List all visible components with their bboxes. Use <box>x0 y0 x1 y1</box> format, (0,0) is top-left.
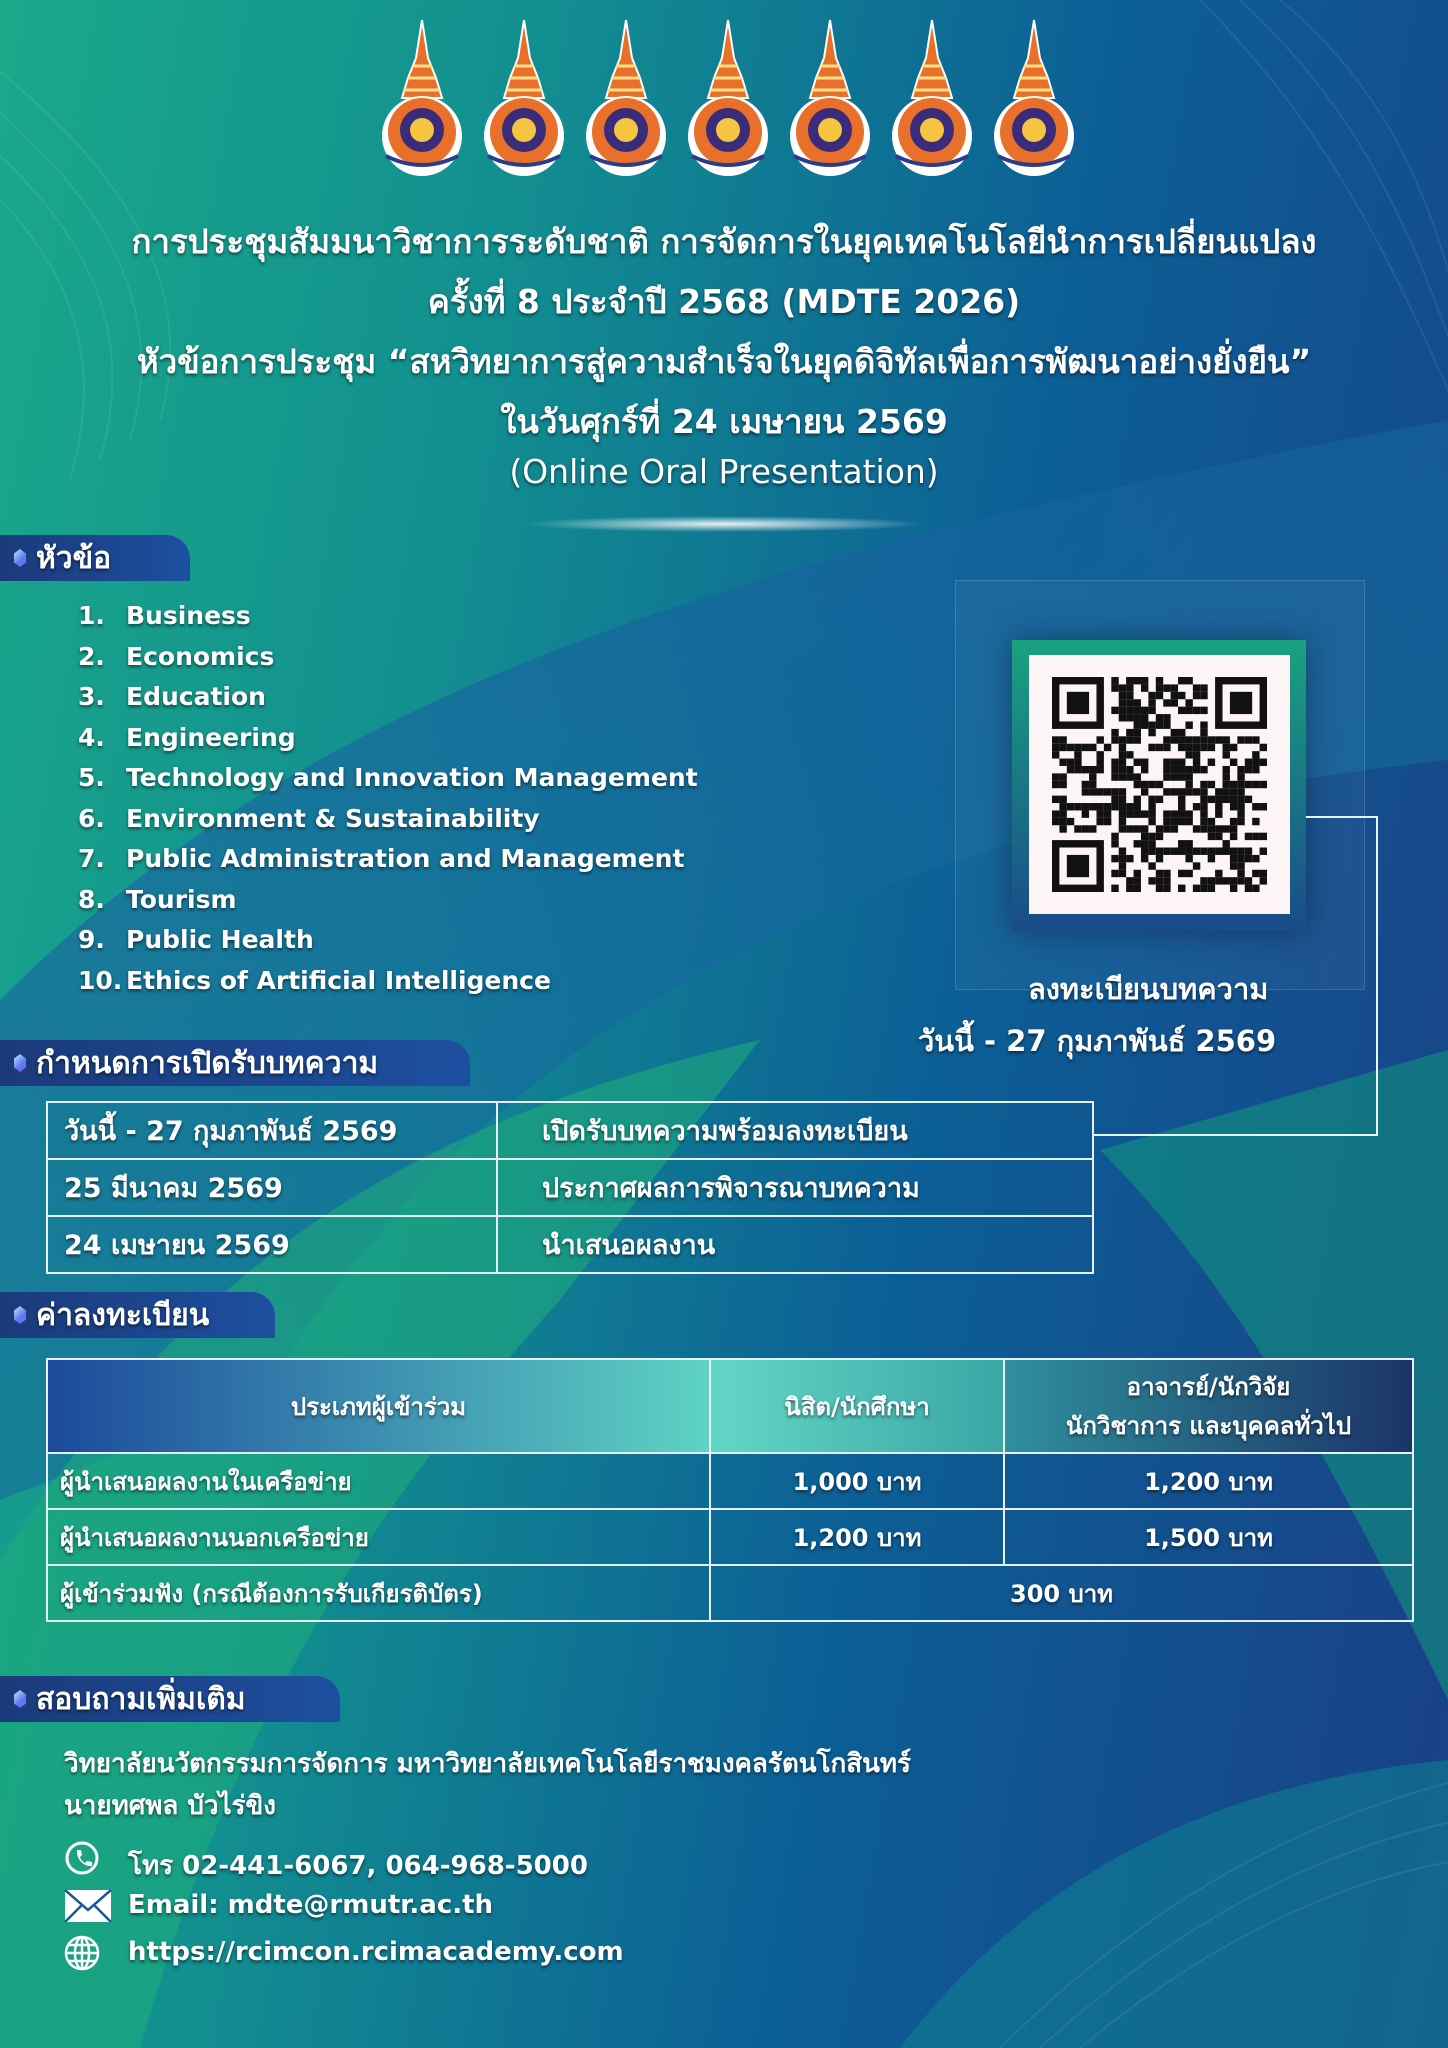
connector-line <box>1094 1134 1378 1136</box>
topic-item <box>78 799 698 840</box>
topic-number: 2. <box>78 641 105 671</box>
topic-number: 5. <box>78 763 105 792</box>
schedule-date: วันนี้ - 27 กุมภาพันธ์ 2569 <box>47 1102 497 1159</box>
topic-label: Engineering <box>126 722 296 752</box>
conference-title: การประชุมสัมมนาวิชาการระดับชาติ การจัดการในยุคเทคโนโลยีนำการเปลี่ยนแปลง <box>131 222 1317 261</box>
university-logos <box>378 18 1078 178</box>
student-fee: 1,000 บาท <box>710 1453 1004 1509</box>
contact-person: นายทศพล บัวไร่ขิง <box>64 1791 276 1821</box>
fees-heading-label: ค่าลงทะเบียน <box>36 1297 210 1333</box>
fees-heading <box>0 1292 275 1338</box>
general-header <box>1004 1359 1413 1453</box>
general-header-line1: อาจารย์/นักวิจัย <box>1126 1373 1291 1401</box>
audit-fee: 300 บาท <box>710 1565 1413 1621</box>
general-header-line2: นักวิชาการ และบุคคลทั่วไป <box>1065 1412 1352 1440</box>
phone-icon <box>64 1840 100 1876</box>
fees-table <box>46 1358 1414 1622</box>
schedule-event: ประกาศผลการพิจารณาบทความ <box>497 1159 1093 1216</box>
contact-phone[interactable]: โทร 02-441-6067, 064-968-5000 <box>128 1851 588 1881</box>
topic-item <box>78 839 698 880</box>
contact-website[interactable]: https://rcimcon.rcimacademy.com <box>128 1937 624 1967</box>
contact-heading-label: สอบถามเพิ่มเติม <box>36 1681 246 1717</box>
gem-bullet-icon <box>14 1690 26 1708</box>
participant-type-header: ประเภทผู้เข้าร่วม <box>47 1359 710 1453</box>
contact-heading <box>0 1676 340 1722</box>
contact-email[interactable]: Email: mdte@rmutr.ac.th <box>128 1890 494 1920</box>
qr-code-icon[interactable] <box>1051 677 1268 892</box>
topics-heading <box>0 535 190 581</box>
table-row <box>47 1159 1093 1216</box>
topic-label: Public Administration and Management <box>126 844 685 873</box>
topic-label: Economics <box>126 641 275 671</box>
schedule-date: 24 เมษายน 2569 <box>47 1216 497 1273</box>
conference-theme: หัวข้อการประชุม “สหวิทยาการสู่ความสำเร็จในยุคดิจิทัลเพื่อการพัฒนาอย่างยั่งยืน” <box>136 342 1312 381</box>
university-seal-icon <box>990 18 1078 178</box>
table-row <box>47 1102 1093 1159</box>
gem-bullet-icon <box>14 549 26 567</box>
gem-bullet-icon <box>14 1054 26 1072</box>
fees-header-row <box>47 1359 1413 1453</box>
topics-heading-label: หัวข้อ <box>36 540 112 576</box>
topic-item <box>78 637 698 678</box>
university-seal-icon <box>582 18 670 178</box>
conference-date: ในวันศุกร์ที่ 24 เมษายน 2569 <box>500 402 948 441</box>
email-icon <box>64 1888 112 1924</box>
conference-edition: ครั้งที่ 8 ประจำปี 2568 (MDTE 2026) <box>427 282 1021 321</box>
topic-label: Environment & Sustainability <box>126 803 540 833</box>
schedule-heading <box>0 1040 470 1086</box>
topics-list <box>78 596 698 1001</box>
topic-label: Public Health <box>126 925 314 954</box>
topic-label: Ethics of Artificial Intelligence <box>126 965 551 995</box>
topic-item <box>78 758 698 799</box>
university-seal-icon <box>684 18 772 178</box>
topic-number: 4. <box>78 722 105 752</box>
topic-item <box>78 920 698 961</box>
university-seal-icon <box>786 18 874 178</box>
topic-item <box>78 677 698 718</box>
topic-label: Tourism <box>126 884 237 914</box>
qr-deadline: วันนี้ - 27 กุมภาพันธ์ 2569 <box>918 1024 1277 1058</box>
general-fee: 1,200 บาท <box>1004 1453 1413 1509</box>
student-header: นิสิต/นักศึกษา <box>710 1359 1004 1453</box>
topic-number: 1. <box>78 601 105 630</box>
topic-number: 7. <box>78 844 105 873</box>
globe-icon <box>64 1935 100 1971</box>
university-seal-icon <box>378 18 466 178</box>
topic-label: Business <box>126 601 251 630</box>
topic-number: 6. <box>78 803 105 833</box>
schedule-date: 25 มีนาคม 2569 <box>47 1159 497 1216</box>
student-fee: 1,200 บาท <box>710 1509 1004 1565</box>
schedule-event: เปิดรับบทความพร้อมลงทะเบียน <box>497 1102 1093 1159</box>
topic-number: 9. <box>78 925 105 954</box>
topic-number: 8. <box>78 884 105 914</box>
schedule-heading-label: กำหนดการเปิดรับบทความ <box>36 1045 379 1081</box>
registration-qr-code[interactable] <box>1012 640 1306 931</box>
participant-type: ผู้นำเสนอผลงานในเครือข่าย <box>47 1453 710 1509</box>
connector-line <box>1306 816 1378 1136</box>
table-row <box>47 1565 1413 1621</box>
university-seal-icon <box>888 18 976 178</box>
schedule-event: นำเสนอผลงาน <box>497 1216 1093 1273</box>
qr-caption: ลงทะเบียนบทความ <box>1028 972 1269 1006</box>
topic-item <box>78 718 698 759</box>
table-row <box>47 1509 1413 1565</box>
topic-item <box>78 596 698 637</box>
contact-organization: วิทยาลัยนวัตกรรมการจัดการ มหาวิทยาลัยเทคโนโลยีราชมงคลรัตนโกสินทร์ <box>64 1749 911 1779</box>
gem-bullet-icon <box>14 1306 26 1324</box>
participant-type: ผู้นำเสนอผลงานนอกเครือข่าย <box>47 1509 710 1565</box>
university-seal-icon <box>480 18 568 178</box>
topic-number: 10. <box>78 965 123 995</box>
table-row <box>47 1453 1413 1509</box>
topic-item <box>78 961 698 1002</box>
schedule-table <box>46 1101 1094 1274</box>
topic-number: 3. <box>78 682 105 711</box>
topic-label: Technology and Innovation Management <box>126 763 698 792</box>
general-fee: 1,500 บาท <box>1004 1509 1413 1565</box>
table-row <box>47 1216 1093 1273</box>
participant-type: ผู้เข้าร่วมฟัง (กรณีต้องการรับเกียรติบัตร) <box>47 1565 710 1621</box>
topic-item <box>78 880 698 921</box>
presentation-format: (Online Oral Presentation) <box>509 452 939 491</box>
topic-label: Education <box>126 682 266 711</box>
